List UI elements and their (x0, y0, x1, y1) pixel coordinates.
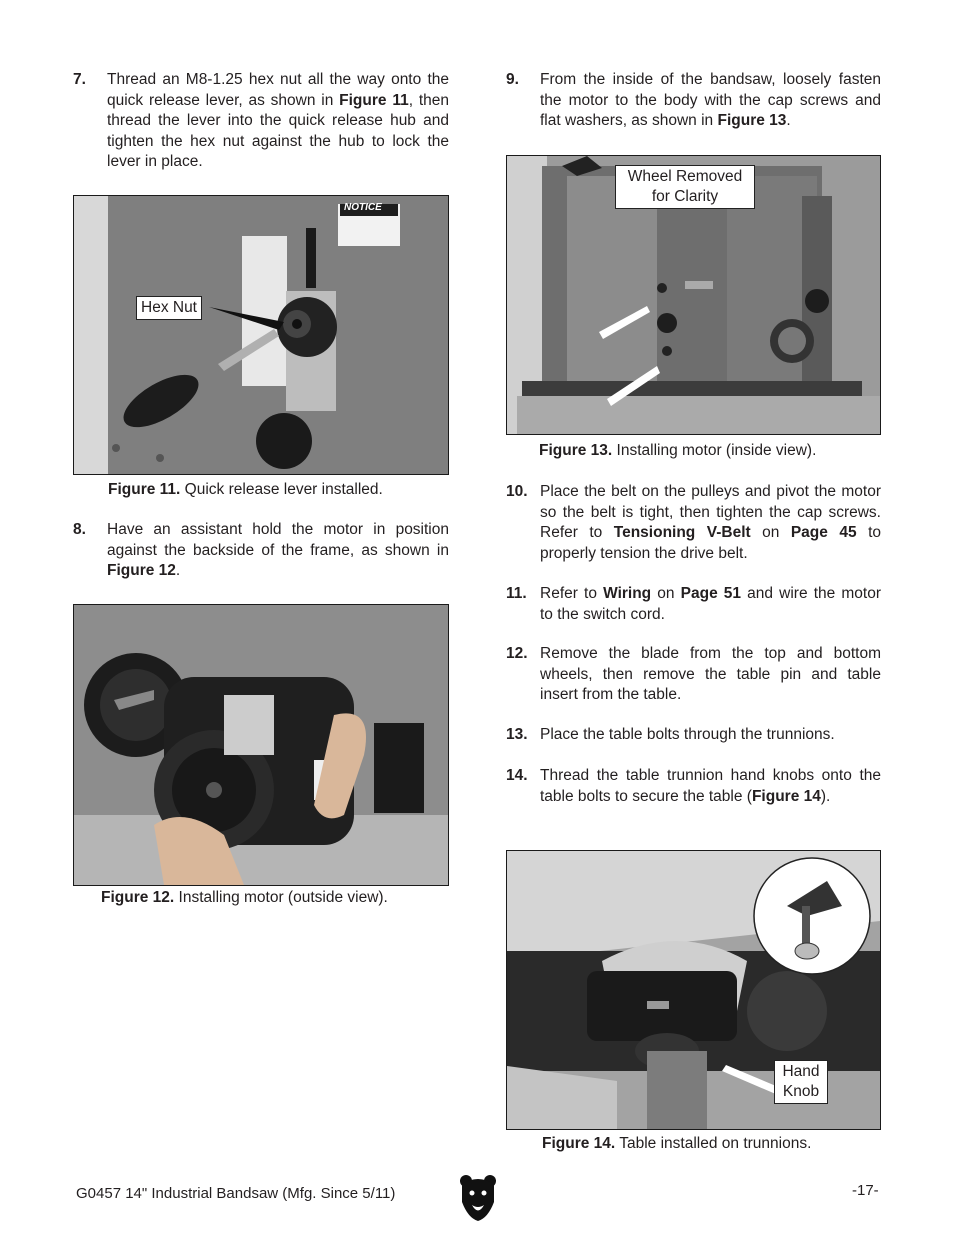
step-number: 14. (506, 767, 528, 784)
figure-ref: Figure 14 (751, 787, 821, 805)
hand-knob-callout: Hand Knob (774, 1060, 828, 1104)
figure-14-caption: Figure 14. Table installed on trunnions. (542, 1135, 812, 1152)
figure-12-caption: Figure 12. Installing motor (outside view). (101, 889, 388, 906)
hex-nut-callout: Hex Nut (136, 296, 202, 320)
page-ref: Page 45 (790, 524, 857, 541)
step-8: 8. Have an assistant hold the motor in position against the backside of the frame, as shown in Figure 12. (73, 521, 449, 579)
step-12: 12. Remove the blade from the top and bottom wheels, then remove the table pin and table insert from the table. (506, 645, 881, 703)
step-number: 9. (506, 71, 519, 88)
page-ref: Page 51 (680, 585, 742, 602)
step-number: 12. (506, 645, 528, 662)
step-number: 13. (506, 726, 528, 743)
step-number: 10. (506, 483, 528, 500)
figure-13-caption: Figure 13. Installing motor (inside view). (539, 442, 817, 459)
figure-12-photo (73, 604, 449, 886)
step-11: 11. Refer to Wiring on Page 51 and wire the motor to the switch cord. (506, 585, 881, 623)
step-13: 13. Place the table bolts through the trunnions. (506, 725, 881, 746)
footer-title: G0457 14" Industrial Bandsaw (Mfg. Since 5/11) (76, 1185, 396, 1202)
step-10: 10. Place the belt on the pulleys and pivot the motor so the belt is tight, then tighten the cap screws. Refer to Tensioning V-Belt on Page 45 to properly tension the drive belt. (506, 483, 881, 562)
step-number: 8. (73, 521, 86, 538)
step-9: 9. From the inside of the bandsaw, loosely fasten the motor to the body with the cap screws and flat washers, as shown in Figure 13. (506, 71, 881, 129)
figure-11-photo (73, 195, 449, 475)
page-number: -17- (852, 1182, 879, 1199)
section-ref: Wiring (603, 585, 652, 602)
figure-11-caption: Figure 11. Quick release lever installed. (108, 481, 383, 498)
step-7: 7. Thread an M8-1.25 hex nut all the way onto the quick release lever, as shown in Figure 11, then thread the lever into the quick release hub and tighten the hex nut against the hub to lock the lever in place. (73, 71, 449, 170)
step-14: 14. Thread the table trunnion hand knobs onto the table bolts to secure the table (Figure 14). (506, 767, 881, 805)
figure-ref: Figure 12 (107, 562, 176, 579)
grizzly-bear-head-icon (458, 1172, 498, 1222)
figure-ref: Figure 13 (717, 112, 787, 129)
wheel-removed-callout: Wheel Removed for Clarity (615, 165, 755, 209)
notice-label-text: NOTICE (344, 202, 382, 213)
step-number: 7. (73, 71, 86, 88)
figure-ref: Figure 11 (339, 91, 409, 109)
step-number: 11. (506, 585, 527, 602)
section-ref: Tensioning V-Belt (613, 524, 751, 541)
